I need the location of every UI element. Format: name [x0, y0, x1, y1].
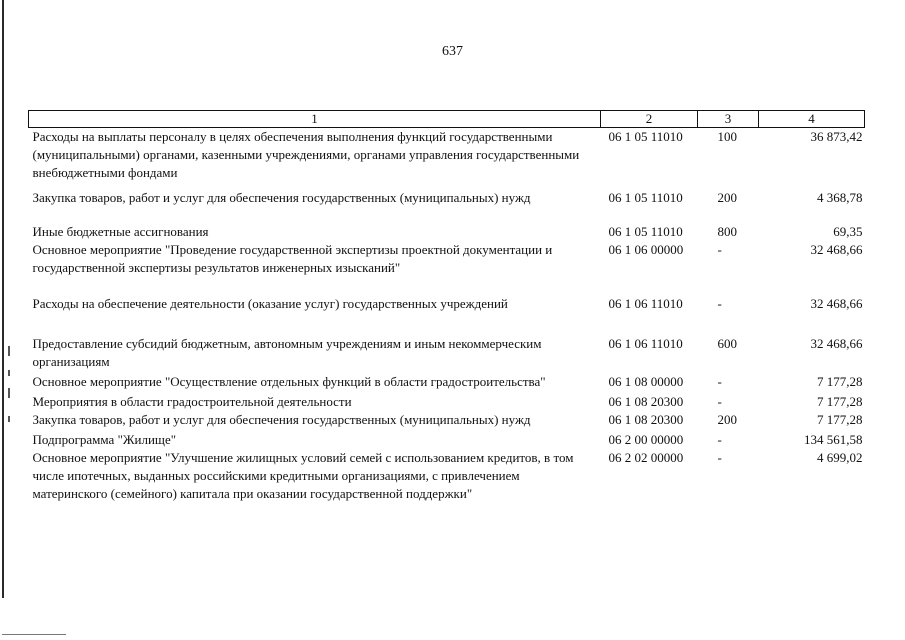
row-expense-type: -: [717, 296, 722, 311]
budget-table: [28, 110, 865, 503]
row-expense-type: -: [717, 432, 722, 447]
column-header-name: 1: [29, 111, 601, 128]
row-expense-type: -: [717, 394, 722, 409]
table-row: [29, 221, 865, 241]
row-code: 06 1 08 20300: [608, 394, 684, 409]
scan-edge-line: [2, 0, 4, 598]
row-code: 06 2 00 00000: [608, 432, 684, 447]
table-row: [29, 391, 865, 411]
row-expense-type: 200: [717, 412, 737, 427]
row-name: Расходы на выплаты персоналу в целях обеспечения выполнения функций государственными (муниципальными) органами, казенными учреждениями, органами управления государственными внебюджетными фондами: [32, 129, 580, 180]
row-expense-type: -: [717, 374, 722, 389]
row-code: 06 1 05 11010: [608, 190, 683, 205]
table-row: [29, 429, 865, 449]
row-amount: 7 177,28: [817, 412, 863, 427]
row-name: Мероприятия в области градостроительной деятельности: [32, 394, 352, 409]
row-name: Иные бюджетные ассигнования: [32, 224, 209, 239]
row-code: 06 1 05 11010: [608, 129, 683, 144]
scan-footer-line: [2, 634, 66, 635]
table-row: [29, 411, 865, 429]
row-code: 06 1 08 20300: [608, 412, 684, 427]
row-name: Закупка товаров, работ и услуг для обеспечения государственных (муниципальных) нужд: [32, 412, 531, 427]
column-header-amount: 4: [759, 111, 865, 128]
table-row: [29, 449, 865, 503]
row-amount: 69,35: [833, 224, 863, 239]
row-expense-type: 100: [717, 129, 737, 144]
row-code: 06 1 06 11010: [608, 336, 683, 351]
header-row: [29, 111, 865, 128]
scan-mark: [8, 388, 10, 398]
row-expense-type: 200: [717, 190, 737, 205]
table-row: [29, 128, 865, 183]
table-row: [29, 335, 865, 371]
row-amount: 32 468,66: [810, 242, 863, 257]
row-amount: 4 368,78: [817, 190, 863, 205]
row-expense-type: -: [717, 242, 722, 257]
row-name: Основное мероприятие "Проведение государственной экспертизы проектной документации и государственной экспертизы результатов инженерных изысканий": [32, 242, 553, 275]
row-name: Предоставление субсидий бюджетным, автономным учреждениям и иным некоммерческим организациям: [32, 336, 542, 369]
row-name: Подпрограмма "Жилище": [32, 432, 177, 447]
row-expense-type: 600: [717, 336, 737, 351]
row-name: Расходы на обеспечение деятельности (оказание услуг) государственных учреждений: [32, 296, 508, 311]
row-amount: 36 873,42: [810, 129, 863, 144]
row-code: 06 1 06 11010: [608, 296, 683, 311]
row-code: 06 1 06 00000: [608, 242, 684, 257]
row-name: Основное мероприятие "Осуществление отдельных функций в области градостроительства": [32, 374, 546, 389]
row-amount: 4 699,02: [817, 450, 863, 465]
row-code: 06 1 08 00000: [608, 374, 684, 389]
row-amount: 32 468,66: [810, 336, 863, 351]
row-expense-type: -: [717, 450, 722, 465]
table-row: [29, 241, 865, 295]
row-amount: 134 561,58: [804, 432, 863, 447]
row-name: Основное мероприятие "Улучшение жилищных условий семей с использованием кредитов, в том числе ипотечных, выданных российскими кредитными организациями, с привлечением материнского (семейного) капитала при оказании государственной поддержки": [32, 450, 574, 501]
table-header: [29, 111, 865, 128]
table-row: [29, 371, 865, 391]
row-code: 06 2 02 00000: [608, 450, 684, 465]
scan-mark: [8, 416, 10, 422]
table-body: [29, 128, 865, 504]
column-header-type: 3: [698, 111, 759, 128]
table-row: [29, 295, 865, 335]
row-amount: 7 177,28: [817, 374, 863, 389]
row-amount: 7 177,28: [817, 394, 863, 409]
row-amount: 32 468,66: [810, 296, 863, 311]
row-code: 06 1 05 11010: [608, 224, 683, 239]
scan-mark: [8, 370, 10, 376]
column-header-code: 2: [601, 111, 698, 128]
scan-mark: [8, 346, 10, 356]
row-expense-type: 800: [717, 224, 737, 239]
table-row: [29, 182, 865, 221]
page-number: 637: [442, 44, 463, 59]
row-name: Закупка товаров, работ и услуг для обеспечения государственных (муниципальных) нужд: [32, 190, 531, 205]
